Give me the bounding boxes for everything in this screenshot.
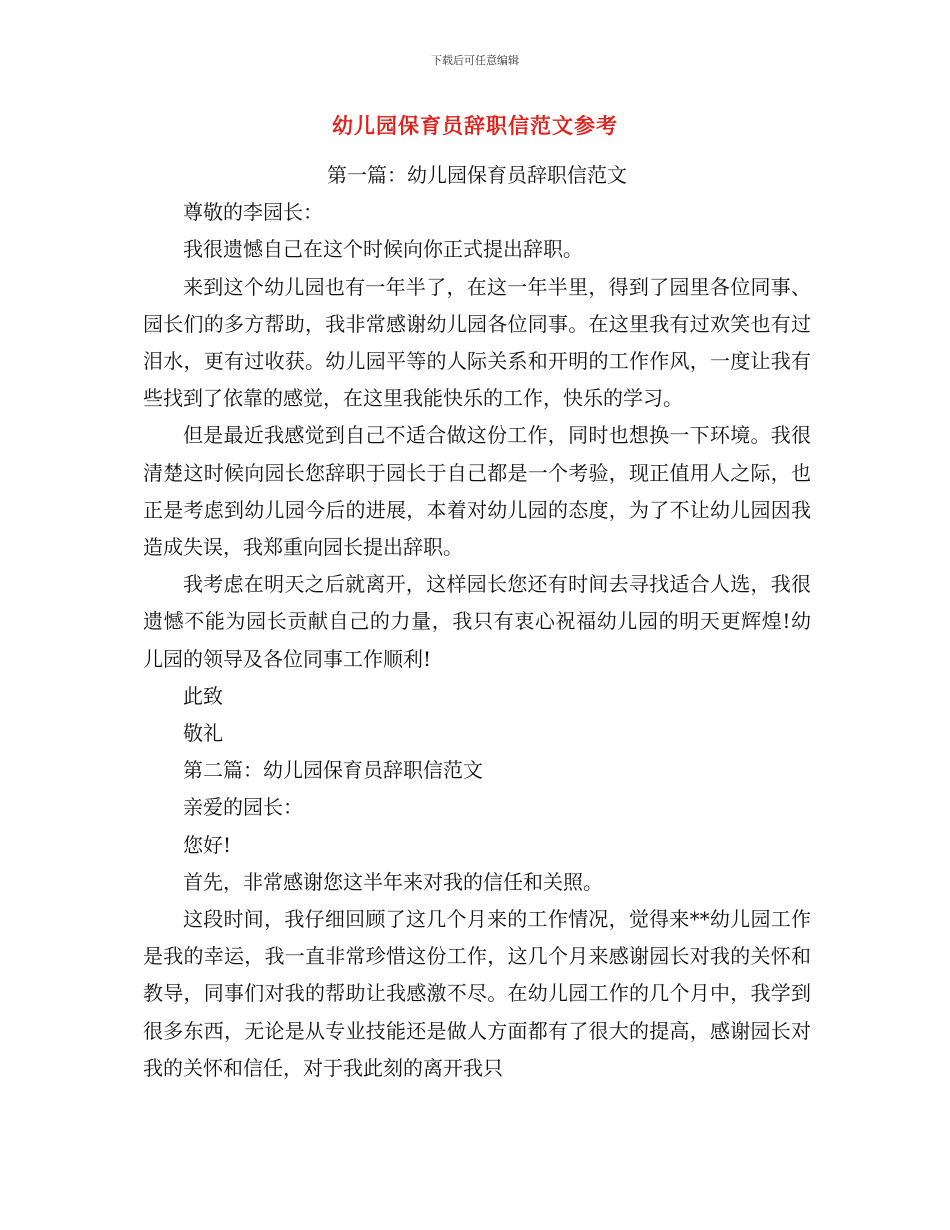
closing-line: 此致 [183, 683, 223, 708]
paragraph: 来到这个幼儿园也有一年半了，在这一年半里，得到了园里各位同事、园长们的多方帮助，我非常感谢幼儿园各位同事。在这里我有过欢笑也有过泪水，更有过收获。幼儿园平等的人际关系和开明的工作作风，一度让我有些找到了依靠的感觉，在这里我能快乐的工作，快乐的学习。 [143, 274, 811, 411]
document-title: 幼儿园保育员辞职信范文参考 [332, 114, 618, 138]
document-body [143, 157, 811, 1087]
paragraph: 我很遗憾自己在这个时候向你正式提出辞职。 [183, 237, 583, 262]
header-note: 下载后可任意编辑 [431, 54, 519, 67]
paragraph: 我考虑在明天之后就离开，这样园长您还有时间去寻找适合人选，我很遗憾不能为园长贡献自己的力量，我只有衷心祝福幼儿园的明天更辉煌!幼儿园的领导及各位同事工作顺利! [143, 572, 811, 671]
paragraph: 首先，非常感谢您这半年来对我的信任和关照。 [183, 869, 603, 894]
salutation-2: 亲爱的园长： [183, 795, 303, 820]
paragraph: 但是最近我感觉到自己不适合做这份工作，同时也想换一下环境。我很清楚这时候向园长您辞职于园长于自己都是一个考验，现正值用人之际，也正是考虑到幼儿园今后的进展，本着对幼儿园的态度，为了不让幼儿园因我造成失误，我郑重向园长提出辞职。 [143, 423, 811, 560]
closing-line: 敬礼 [183, 721, 223, 746]
greeting: 您好! [183, 832, 232, 857]
salutation-1: 尊敬的李园长： [183, 200, 323, 225]
paragraph: 这段时间，我仔细回顾了这几个月来的工作情况，觉得来**幼儿园工作是我的幸运，我一直非常珍惜这份工作，这几个月来感谢园长对我的关怀和教导，同事们对我的帮助让我感激不尽。在幼儿园工作的几个月中，我学到很多东西，无论是从专业技能还是做人方面都有了很大的提高，感谢园长对我的关怀和信任，对于我此刻的离开我只 [143, 907, 811, 1080]
section-title-2: 第二篇：幼儿园保育员辞职信范文 [183, 758, 483, 783]
section-title-1: 第一篇：幼儿园保育员辞职信范文 [327, 163, 627, 187]
